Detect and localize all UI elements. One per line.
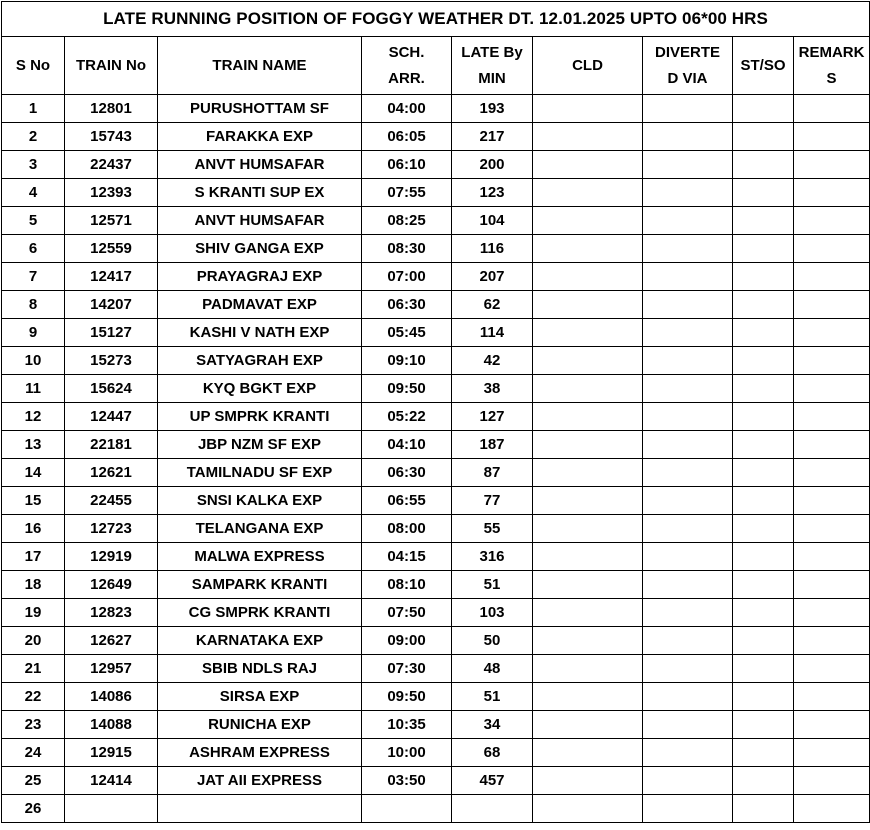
cell-remarks [794, 347, 870, 375]
cell-late-by-min: 123 [452, 179, 533, 207]
table-row [2, 179, 870, 207]
table-row [2, 347, 870, 375]
cell-cld [533, 95, 643, 123]
table-row [2, 263, 870, 291]
cell-diverted-via [643, 347, 733, 375]
cell-diverted-via [643, 683, 733, 711]
table-row [2, 627, 870, 655]
sheet-title: LATE RUNNING POSITION OF FOGGY WEATHER DT. 12.01.2025 UPTO 06*00 HRS [2, 2, 870, 37]
cell-remarks [794, 179, 870, 207]
cell-diverted-via [643, 403, 733, 431]
cell-sch-arr: 05:45 [362, 319, 452, 347]
cell-train-name: TAMILNADU SF EXP [158, 459, 362, 487]
cell-sno: 17 [2, 543, 65, 571]
header-sch-arr [362, 37, 452, 95]
table-row [2, 543, 870, 571]
cell-late-by-min: 34 [452, 711, 533, 739]
table-row [2, 431, 870, 459]
cell-sno: 7 [2, 263, 65, 291]
cell-diverted-via [643, 739, 733, 767]
cell-remarks [794, 683, 870, 711]
cell-late-by-min: 62 [452, 291, 533, 319]
cell-train-no: 12621 [65, 459, 158, 487]
cell-cld [533, 739, 643, 767]
cell-late-by-min: 68 [452, 739, 533, 767]
cell-sch-arr: 10:35 [362, 711, 452, 739]
cell-sch-arr: 04:15 [362, 543, 452, 571]
table-row [2, 683, 870, 711]
cell-cld [533, 571, 643, 599]
cell-remarks [794, 123, 870, 151]
header-diverted-via [643, 37, 733, 95]
cell-sno: 21 [2, 655, 65, 683]
cell-diverted-via [643, 319, 733, 347]
cell-cld [533, 263, 643, 291]
header-sno: S No [2, 37, 65, 95]
table-row [2, 375, 870, 403]
cell-sno: 15 [2, 487, 65, 515]
cell-cld [533, 599, 643, 627]
cell-train-name: PRAYAGRAJ EXP [158, 263, 362, 291]
cell-st-so [733, 711, 794, 739]
cell-train-no: 12957 [65, 655, 158, 683]
cell-remarks [794, 95, 870, 123]
cell-remarks [794, 627, 870, 655]
cell-train-name: PURUSHOTTAM SF [158, 95, 362, 123]
cell-sno: 26 [2, 795, 65, 823]
cell-st-so [733, 235, 794, 263]
cell-st-so [733, 375, 794, 403]
cell-late-by-min: 50 [452, 627, 533, 655]
cell-st-so [733, 291, 794, 319]
cell-sch-arr: 09:10 [362, 347, 452, 375]
cell-late-by-min: 200 [452, 151, 533, 179]
cell-train-name: MALWA EXPRESS [158, 543, 362, 571]
cell-cld [533, 179, 643, 207]
cell-train-no: 15624 [65, 375, 158, 403]
cell-train-no: 14088 [65, 711, 158, 739]
cell-cld [533, 655, 643, 683]
cell-sch-arr: 06:30 [362, 459, 452, 487]
header-late-by-line2: MIN [478, 69, 506, 87]
cell-train-name: JBP NZM SF EXP [158, 431, 362, 459]
cell-remarks [794, 263, 870, 291]
cell-diverted-via [643, 179, 733, 207]
cell-cld [533, 151, 643, 179]
cell-remarks [794, 403, 870, 431]
cell-diverted-via [643, 431, 733, 459]
cell-late-by-min: 51 [452, 683, 533, 711]
cell-late-by-min [452, 795, 533, 823]
cell-sno: 1 [2, 95, 65, 123]
late-running-table [1, 1, 870, 823]
cell-train-no: 12919 [65, 543, 158, 571]
cell-cld [533, 711, 643, 739]
cell-cld [533, 123, 643, 151]
cell-cld [533, 375, 643, 403]
cell-st-so [733, 571, 794, 599]
cell-cld [533, 291, 643, 319]
cell-remarks [794, 655, 870, 683]
table-row [2, 515, 870, 543]
cell-st-so [733, 319, 794, 347]
cell-train-no: 12723 [65, 515, 158, 543]
cell-late-by-min: 193 [452, 95, 533, 123]
cell-diverted-via [643, 655, 733, 683]
cell-sno: 24 [2, 739, 65, 767]
cell-train-no: 12571 [65, 207, 158, 235]
cell-st-so [733, 543, 794, 571]
cell-sch-arr: 07:00 [362, 263, 452, 291]
table-row [2, 739, 870, 767]
cell-train-name: TELANGANA EXP [158, 515, 362, 543]
cell-diverted-via [643, 543, 733, 571]
cell-sch-arr: 09:50 [362, 375, 452, 403]
cell-st-so [733, 739, 794, 767]
cell-sch-arr: 04:00 [362, 95, 452, 123]
cell-st-so [733, 767, 794, 795]
cell-st-so [733, 655, 794, 683]
cell-diverted-via [643, 207, 733, 235]
cell-cld [533, 207, 643, 235]
cell-sch-arr: 08:10 [362, 571, 452, 599]
cell-cld [533, 515, 643, 543]
cell-cld [533, 347, 643, 375]
cell-remarks [794, 375, 870, 403]
cell-train-name: SAMPARK KRANTI [158, 571, 362, 599]
cell-st-so [733, 795, 794, 823]
cell-train-name: KYQ BGKT EXP [158, 375, 362, 403]
cell-train-no: 12649 [65, 571, 158, 599]
cell-train-no: 12417 [65, 263, 158, 291]
cell-train-no: 12414 [65, 767, 158, 795]
table-row [2, 207, 870, 235]
table-row [2, 151, 870, 179]
cell-sno: 5 [2, 207, 65, 235]
cell-train-name: KASHI V NATH EXP [158, 319, 362, 347]
cell-remarks [794, 739, 870, 767]
cell-st-so [733, 123, 794, 151]
cell-sch-arr: 08:25 [362, 207, 452, 235]
table-row [2, 319, 870, 347]
table-row [2, 655, 870, 683]
header-st-so: ST/SO [733, 37, 794, 95]
cell-sch-arr: 07:50 [362, 599, 452, 627]
cell-late-by-min: 127 [452, 403, 533, 431]
cell-train-no: 15273 [65, 347, 158, 375]
cell-sno: 23 [2, 711, 65, 739]
cell-sch-arr: 09:00 [362, 627, 452, 655]
cell-train-no: 15743 [65, 123, 158, 151]
cell-diverted-via [643, 235, 733, 263]
cell-train-name: KARNATAKA EXP [158, 627, 362, 655]
cell-sno: 4 [2, 179, 65, 207]
cell-diverted-via [643, 795, 733, 823]
cell-late-by-min: 77 [452, 487, 533, 515]
cell-late-by-min: 38 [452, 375, 533, 403]
cell-late-by-min: 104 [452, 207, 533, 235]
cell-remarks [794, 571, 870, 599]
cell-train-name: PADMAVAT EXP [158, 291, 362, 319]
cell-cld [533, 683, 643, 711]
header-remarks-line1: REMARK [798, 43, 865, 61]
cell-diverted-via [643, 515, 733, 543]
header-late-by-line1: LATE By [461, 43, 523, 61]
cell-sch-arr: 08:00 [362, 515, 452, 543]
cell-sch-arr: 06:10 [362, 151, 452, 179]
cell-remarks [794, 711, 870, 739]
cell-train-name: RUNICHA EXP [158, 711, 362, 739]
table-row [2, 795, 870, 823]
table-row [2, 123, 870, 151]
cell-train-no: 14086 [65, 683, 158, 711]
cell-sch-arr: 06:30 [362, 291, 452, 319]
cell-cld [533, 627, 643, 655]
cell-remarks [794, 207, 870, 235]
table-row [2, 95, 870, 123]
cell-late-by-min: 457 [452, 767, 533, 795]
cell-train-name: ANVT HUMSAFAR [158, 151, 362, 179]
cell-train-no: 12447 [65, 403, 158, 431]
cell-remarks [794, 319, 870, 347]
header-sch-arr-line1: SCH. [388, 43, 425, 61]
cell-sno: 2 [2, 123, 65, 151]
cell-cld [533, 543, 643, 571]
cell-diverted-via [643, 599, 733, 627]
cell-cld [533, 795, 643, 823]
cell-remarks [794, 543, 870, 571]
cell-train-name: SATYAGRAH EXP [158, 347, 362, 375]
cell-sno: 9 [2, 319, 65, 347]
cell-diverted-via [643, 291, 733, 319]
header-cld: CLD [533, 37, 643, 95]
table-row [2, 459, 870, 487]
cell-train-name: CG SMPRK KRANTI [158, 599, 362, 627]
cell-diverted-via [643, 263, 733, 291]
cell-train-name [158, 795, 362, 823]
header-late-by [452, 37, 533, 95]
cell-sch-arr [362, 795, 452, 823]
cell-late-by-min: 217 [452, 123, 533, 151]
cell-remarks [794, 431, 870, 459]
cell-sno: 25 [2, 767, 65, 795]
cell-sno: 14 [2, 459, 65, 487]
cell-st-so [733, 683, 794, 711]
cell-train-no: 12559 [65, 235, 158, 263]
cell-sno: 11 [2, 375, 65, 403]
cell-diverted-via [643, 711, 733, 739]
cell-diverted-via [643, 627, 733, 655]
header-sch-arr-line2: ARR. [388, 69, 425, 87]
cell-train-name: S KRANTI SUP EX [158, 179, 362, 207]
cell-sno: 10 [2, 347, 65, 375]
cell-sch-arr: 10:00 [362, 739, 452, 767]
cell-st-so [733, 627, 794, 655]
cell-st-so [733, 95, 794, 123]
cell-sch-arr: 04:10 [362, 431, 452, 459]
cell-train-no [65, 795, 158, 823]
cell-sno: 6 [2, 235, 65, 263]
cell-remarks [794, 515, 870, 543]
cell-st-so [733, 347, 794, 375]
cell-train-name: SBIB NDLS RAJ [158, 655, 362, 683]
cell-late-by-min: 51 [452, 571, 533, 599]
header-row [2, 37, 870, 95]
cell-sno: 8 [2, 291, 65, 319]
cell-sch-arr: 03:50 [362, 767, 452, 795]
cell-train-name: UP SMPRK KRANTI [158, 403, 362, 431]
cell-sno: 19 [2, 599, 65, 627]
cell-sno: 22 [2, 683, 65, 711]
cell-diverted-via [643, 123, 733, 151]
cell-train-no: 15127 [65, 319, 158, 347]
cell-train-no: 12801 [65, 95, 158, 123]
cell-late-by-min: 87 [452, 459, 533, 487]
cell-st-so [733, 151, 794, 179]
header-train-no: TRAIN No [65, 37, 158, 95]
cell-cld [533, 767, 643, 795]
cell-cld [533, 319, 643, 347]
cell-diverted-via [643, 375, 733, 403]
cell-cld [533, 431, 643, 459]
cell-late-by-min: 48 [452, 655, 533, 683]
cell-train-no: 22437 [65, 151, 158, 179]
cell-train-no: 12393 [65, 179, 158, 207]
table-row [2, 487, 870, 515]
cell-late-by-min: 116 [452, 235, 533, 263]
cell-cld [533, 459, 643, 487]
cell-st-so [733, 487, 794, 515]
cell-remarks [794, 487, 870, 515]
cell-st-so [733, 515, 794, 543]
cell-sno: 12 [2, 403, 65, 431]
cell-st-so [733, 179, 794, 207]
header-diverted-line1: DIVERTE [654, 43, 720, 61]
cell-train-name: SHIV GANGA EXP [158, 235, 362, 263]
cell-train-name: ANVT HUMSAFAR [158, 207, 362, 235]
cell-sno: 3 [2, 151, 65, 179]
cell-train-name: FARAKKA EXP [158, 123, 362, 151]
cell-st-so [733, 459, 794, 487]
cell-train-no: 12627 [65, 627, 158, 655]
table-row [2, 403, 870, 431]
cell-sno: 18 [2, 571, 65, 599]
cell-late-by-min: 207 [452, 263, 533, 291]
cell-sch-arr: 09:50 [362, 683, 452, 711]
header-remarks [794, 37, 870, 95]
cell-remarks [794, 291, 870, 319]
cell-train-no: 14207 [65, 291, 158, 319]
table-row [2, 711, 870, 739]
table-row [2, 571, 870, 599]
cell-late-by-min: 316 [452, 543, 533, 571]
cell-late-by-min: 114 [452, 319, 533, 347]
cell-cld [533, 403, 643, 431]
cell-remarks [794, 767, 870, 795]
cell-late-by-min: 42 [452, 347, 533, 375]
cell-st-so [733, 207, 794, 235]
table-row [2, 235, 870, 263]
cell-sno: 20 [2, 627, 65, 655]
cell-diverted-via [643, 95, 733, 123]
cell-st-so [733, 403, 794, 431]
header-train-name: TRAIN NAME [158, 37, 362, 95]
cell-st-so [733, 263, 794, 291]
cell-diverted-via [643, 487, 733, 515]
cell-late-by-min: 187 [452, 431, 533, 459]
cell-sch-arr: 07:55 [362, 179, 452, 207]
header-remarks-line2: S [826, 69, 837, 87]
cell-sno: 13 [2, 431, 65, 459]
table-row [2, 291, 870, 319]
cell-late-by-min: 103 [452, 599, 533, 627]
cell-train-no: 22455 [65, 487, 158, 515]
cell-sch-arr: 06:05 [362, 123, 452, 151]
cell-train-no: 12915 [65, 739, 158, 767]
cell-train-name: SNSI KALKA EXP [158, 487, 362, 515]
header-diverted-line2: D VIA [667, 69, 708, 87]
cell-sch-arr: 06:55 [362, 487, 452, 515]
cell-remarks [794, 235, 870, 263]
cell-sch-arr: 08:30 [362, 235, 452, 263]
cell-remarks [794, 599, 870, 627]
cell-cld [533, 487, 643, 515]
cell-sno: 16 [2, 515, 65, 543]
cell-sch-arr: 07:30 [362, 655, 452, 683]
table-row [2, 599, 870, 627]
cell-late-by-min: 55 [452, 515, 533, 543]
cell-sch-arr: 05:22 [362, 403, 452, 431]
cell-diverted-via [643, 571, 733, 599]
cell-remarks [794, 459, 870, 487]
cell-diverted-via [643, 459, 733, 487]
table-body [2, 95, 870, 823]
cell-st-so [733, 431, 794, 459]
cell-diverted-via [643, 767, 733, 795]
cell-remarks [794, 795, 870, 823]
cell-diverted-via [643, 151, 733, 179]
cell-train-name: ASHRAM EXPRESS [158, 739, 362, 767]
cell-train-name: SIRSA EXP [158, 683, 362, 711]
cell-train-name: JAT AII EXPRESS [158, 767, 362, 795]
cell-remarks [794, 151, 870, 179]
cell-train-no: 12823 [65, 599, 158, 627]
table-row [2, 767, 870, 795]
cell-cld [533, 235, 643, 263]
cell-st-so [733, 599, 794, 627]
cell-train-no: 22181 [65, 431, 158, 459]
